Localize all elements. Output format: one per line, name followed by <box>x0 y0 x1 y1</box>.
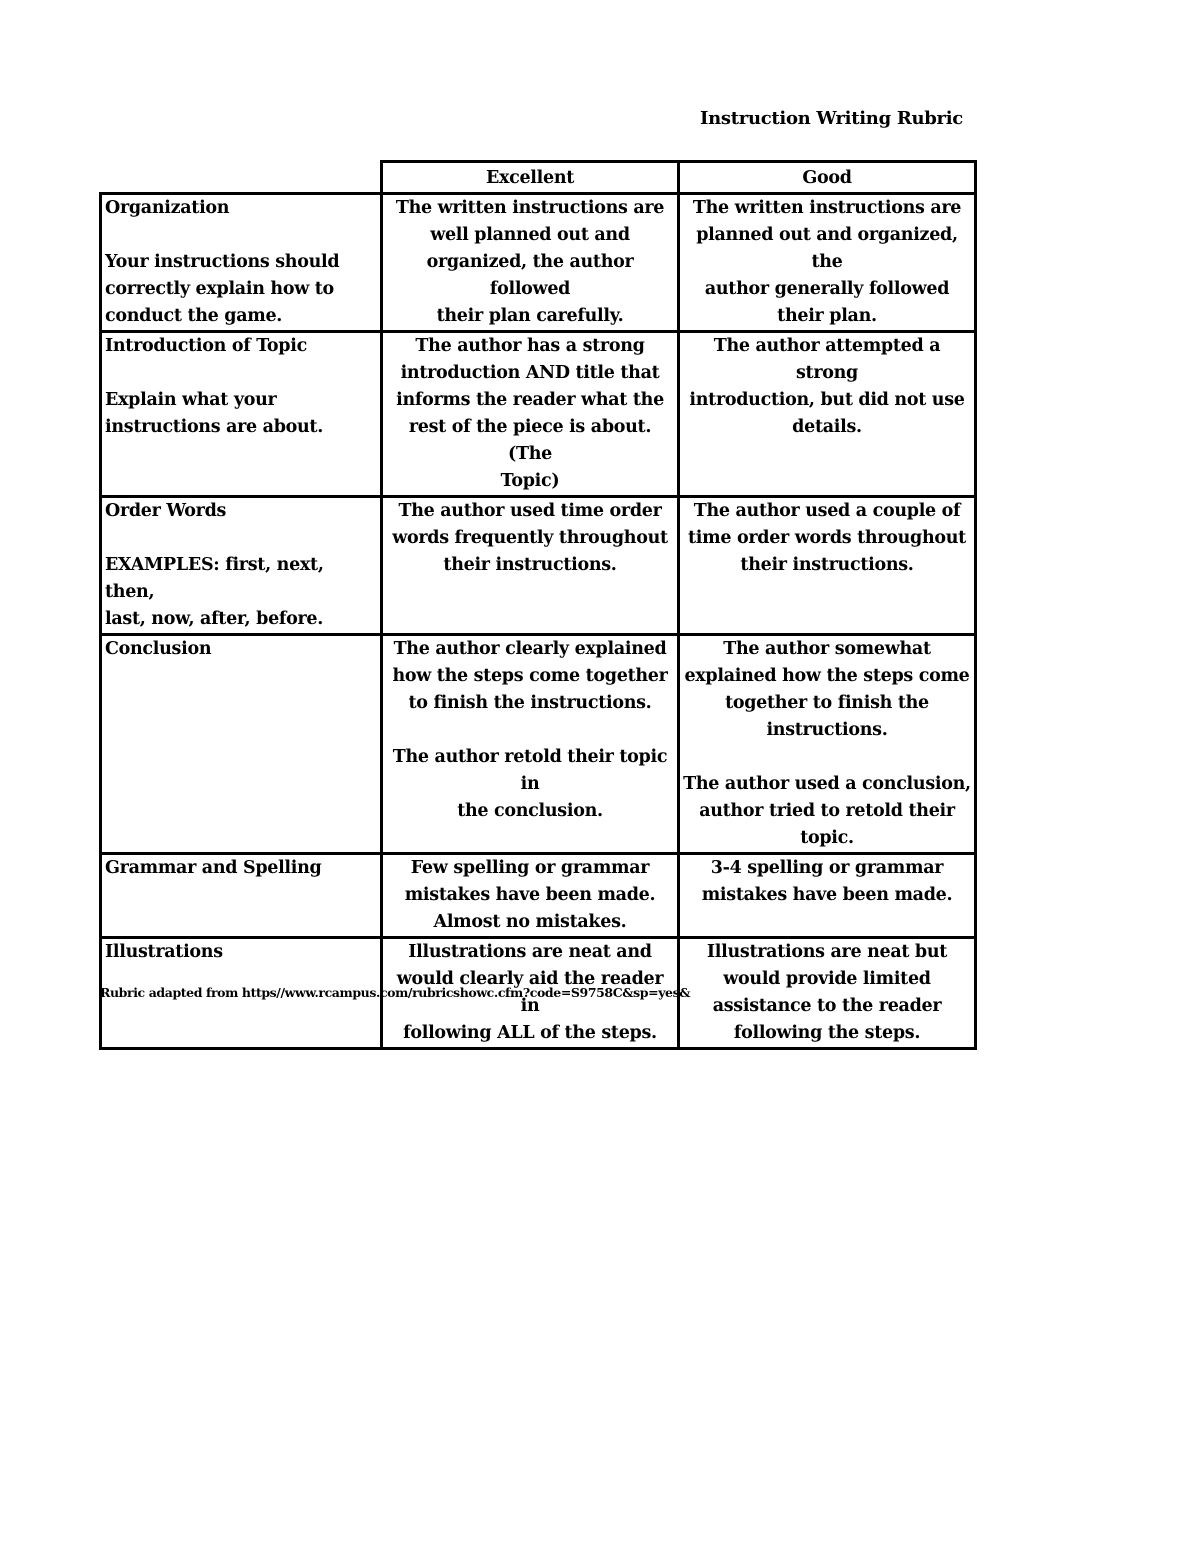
row-good-order-words: The author used a couple of time order words throughout their instructions. <box>679 497 976 635</box>
row-category-grammar: Grammar and Spelling <box>101 854 382 938</box>
row-excellent-conclusion: The author clearly explained how the steps come together to finish the instructions. The author retold their topic in the conclusion. <box>382 635 679 854</box>
row-good-conclusion: The author somewhat explained how the steps come together to finish the instructions. The author used a conclusion, author tried to retold their topic. <box>679 635 976 854</box>
header-excellent: Excellent <box>382 162 679 194</box>
table-row <box>101 635 976 854</box>
row-excellent-grammar: Few spelling or grammar mistakes have been made. Almost no mistakes. <box>382 854 679 938</box>
row-good-organization: The written instructions are planned out and organized, the author generally followed their plan. <box>679 194 976 332</box>
row-good-illustrations: Illustrations are neat but would provide limited assistance to the reader following the steps. <box>679 938 976 1049</box>
row-excellent-introduction: The author has a strong introduction AND title that informs the reader what the rest of the piece is about. (The Topic) <box>382 332 679 497</box>
row-category-order-words: Order Words EXAMPLES: first, next, then, last, now, after, before. <box>101 497 382 635</box>
row-category-introduction: Introduction of Topic Explain what your instructions are about. <box>101 332 382 497</box>
row-good-grammar: 3-4 spelling or grammar mistakes have been made. <box>679 854 976 938</box>
row-excellent-organization: The written instructions are well planned out and organized, the author followed their plan carefully. <box>382 194 679 332</box>
row-category-illustrations: Illustrations <box>101 938 382 1049</box>
table-row <box>101 194 976 332</box>
row-category-organization: Organization Your instructions should correctly explain how to conduct the game. <box>101 194 382 332</box>
row-excellent-illustrations: Illustrations are neat and would clearly aid the reader in following ALL of the steps. <box>382 938 679 1049</box>
table-row <box>101 854 976 938</box>
header-good: Good <box>679 162 976 194</box>
page-title: Instruction Writing Rubric <box>700 108 963 129</box>
row-excellent-order-words: The author used time order words frequently throughout their instructions. <box>382 497 679 635</box>
header-blank-cell <box>101 162 382 194</box>
row-category-conclusion: Conclusion <box>101 635 382 854</box>
table-row <box>101 332 976 497</box>
row-good-introduction: The author attempted a strong introduction, but did not use details. <box>679 332 976 497</box>
footnote-source: Rubric adapted from https//www.rcampus.com/rubricshowc.cfm?code=S9758C&sp=yes& <box>100 985 691 1000</box>
table-header-row <box>101 162 976 194</box>
rubric-table <box>99 160 977 1050</box>
table-row <box>101 497 976 635</box>
